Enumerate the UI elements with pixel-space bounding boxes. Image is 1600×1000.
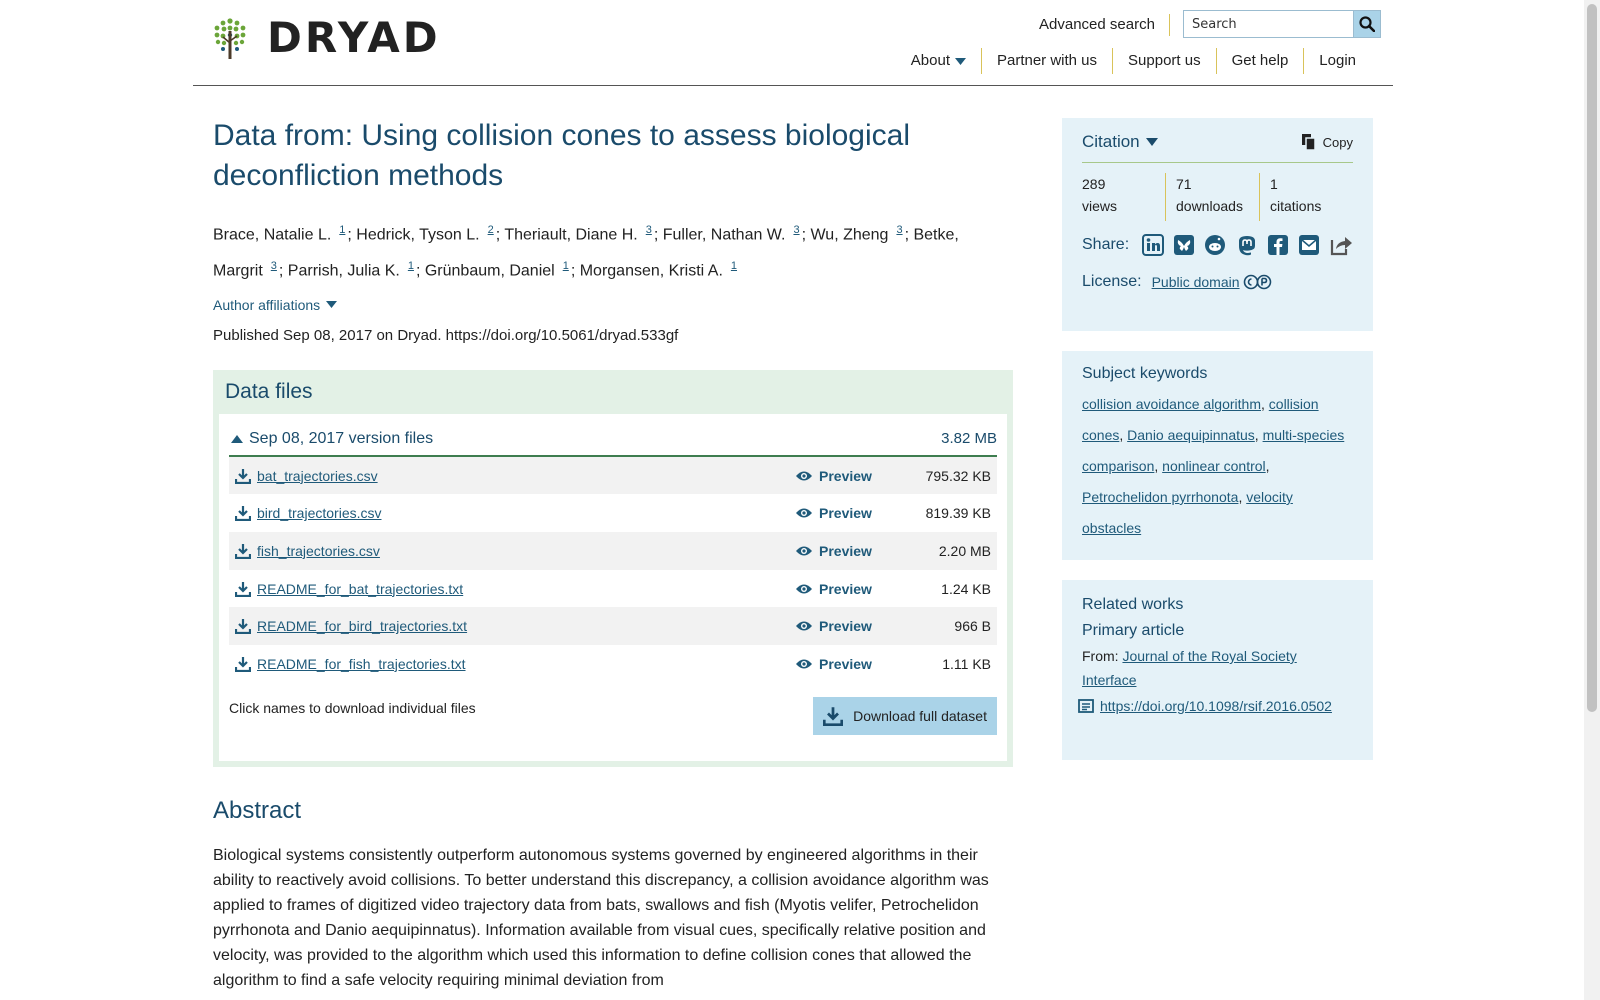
scrollbar-thumb[interactable] — [1587, 4, 1597, 712]
file-name-link[interactable]: bird_trajectories.csv — [257, 505, 382, 522]
related-heading: Related works — [1082, 596, 1184, 613]
files-footer — [229, 697, 997, 735]
download-icon — [235, 505, 251, 521]
keyword-link[interactable]: Petrochelidon pyrrhonota — [1082, 489, 1239, 505]
file-download[interactable] — [235, 581, 795, 597]
copy-icon — [1301, 133, 1317, 151]
page-title: Data from: Using collision cones to assess biological deconfliction methods — [213, 119, 910, 192]
affiliation-ref[interactable]: 1 — [339, 224, 346, 236]
author: Wu, Zheng — [810, 226, 889, 244]
download-full-dataset-button[interactable] — [813, 697, 997, 735]
related-source — [1082, 644, 1353, 692]
version-label: Sep 08, 2017 version files — [249, 429, 434, 447]
file-name-link[interactable]: fish_trajectories.csv — [257, 542, 380, 559]
file-download[interactable] — [235, 468, 795, 484]
metric-views — [1082, 173, 1165, 221]
download-icon — [235, 468, 251, 484]
article-icon — [1078, 699, 1094, 713]
facebook-icon[interactable] — [1266, 233, 1289, 257]
publication-info: Published Sep 08, 2017 on Dryad. https://doi.org/10.5061/dryad.533gf — [213, 326, 679, 344]
preview-label: Preview — [819, 580, 872, 597]
file-row — [229, 570, 997, 608]
license-link[interactable]: Public domain — [1151, 274, 1240, 290]
search-input[interactable] — [1183, 10, 1353, 38]
reddit-icon[interactable] — [1204, 233, 1227, 257]
affiliation-ref[interactable]: 3 — [645, 224, 652, 236]
file-download[interactable] — [235, 543, 795, 559]
main-nav — [896, 48, 1371, 74]
file-size: 795.32 KB — [925, 467, 991, 484]
search-box — [1183, 10, 1381, 38]
logo-text: DRYAD — [267, 13, 441, 62]
preview-button[interactable] — [795, 505, 895, 521]
share-label: Share: — [1082, 236, 1130, 253]
abstract-heading: Abstract — [213, 796, 302, 824]
version-toggle[interactable] — [231, 430, 433, 448]
preview-label: Preview — [819, 505, 872, 522]
metric-label: views — [1082, 198, 1118, 214]
keyword-link[interactable]: Danio aequipinnatus — [1127, 427, 1255, 443]
metric-value: 1 — [1270, 176, 1278, 192]
primary-article-heading: Primary article — [1082, 622, 1185, 639]
preview-button[interactable] — [795, 581, 895, 597]
citation-panel — [1062, 118, 1373, 331]
nav-partner[interactable]: Partner with us — [981, 48, 1112, 74]
keyword-link[interactable]: collision cones — [1082, 396, 1319, 443]
affiliation-ref[interactable]: 1 — [562, 260, 569, 273]
file-size: 2.20 MB — [938, 542, 991, 559]
bluesky-icon[interactable] — [1172, 233, 1195, 257]
download-full-dataset-label: Download full dataset — [853, 707, 987, 724]
related-works-panel — [1062, 580, 1373, 760]
author: Theriault, Diane H. — [504, 226, 638, 244]
metrics — [1082, 163, 1353, 221]
related-doi — [1078, 694, 1353, 718]
author: Fuller, Nathan W. — [662, 226, 786, 244]
eye-icon — [795, 583, 813, 595]
author: Parrish, Julia K. — [287, 262, 400, 280]
copy-citation-button[interactable] — [1301, 133, 1353, 151]
eye-icon — [795, 545, 813, 557]
download-icon — [235, 543, 251, 559]
nav-help[interactable]: Get help — [1216, 48, 1304, 74]
caret-down-icon — [955, 58, 966, 65]
author-list: Brace, Natalie L. $^1$ ; Hedrick, Tyson L. $^2$ ; Theriault, Diane H. $^3$ ; Fuller, Nathan W. $^3$ ; Wu, Zheng $^3$ ; Betke, Margrit $^3$ ; Parrish, Julia K. $^1$ ; Grünbaum, Daniel $^1$ ; Morgansen, Kristi A. $^1$ — [213, 224, 959, 280]
affiliation-ref[interactable]: 3 — [270, 260, 277, 273]
preview-button[interactable] — [795, 543, 895, 559]
page-scrollbar[interactable] — [1584, 0, 1600, 1000]
keywords-panel — [1062, 351, 1373, 560]
metric-label: downloads — [1176, 198, 1243, 214]
citation-title: Citation — [1082, 132, 1140, 151]
metric-citations — [1259, 173, 1353, 221]
preview-label: Preview — [819, 542, 872, 559]
caret-down-icon — [1146, 138, 1158, 146]
doi-link[interactable]: https://doi.org/10.1098/rsif.2016.0502 — [1100, 698, 1332, 714]
file-name-link[interactable]: README_for_fish_trajectories.txt — [257, 655, 466, 672]
file-download[interactable] — [235, 618, 795, 634]
metric-value: 71 — [1176, 176, 1192, 192]
download-icon — [235, 618, 251, 634]
file-name-link[interactable]: README_for_bird_trajectories.txt — [257, 618, 468, 635]
file-name-link[interactable]: README_for_bat_trajectories.txt — [257, 580, 464, 597]
affiliation-ref[interactable]: 1 — [407, 260, 414, 273]
nav-support[interactable]: Support us — [1112, 48, 1216, 74]
citation-toggle[interactable] — [1082, 132, 1158, 152]
file-row — [229, 607, 997, 645]
author: Morgansen, Kristi A. — [579, 262, 723, 280]
keywords-heading: Subject keywords — [1082, 365, 1208, 382]
affiliation-ref[interactable]: 1 — [730, 260, 738, 273]
data-files-heading: Data files — [225, 379, 313, 403]
site-header — [193, 0, 1393, 86]
journal-link[interactable]: Journal of the Royal Society Interface — [1082, 648, 1297, 688]
tree-icon — [213, 17, 247, 59]
affiliation-ref[interactable]: 3 — [793, 224, 800, 236]
eye-icon — [795, 470, 813, 482]
license-label: License: — [1082, 273, 1142, 290]
license-row — [1082, 273, 1353, 291]
file-size: 966 B — [954, 618, 991, 635]
eye-icon — [795, 658, 813, 670]
share-row — [1082, 233, 1353, 257]
keywords-list: collision avoidance algorithm, collision cones, Danio aequipinnatus, multi-species comparison, nonlinear control, Petrochelidon pyrrhonota, velocity obstacles — [1082, 396, 1345, 536]
keyword-link[interactable]: nonlinear control — [1162, 458, 1266, 474]
preview-button[interactable] — [795, 618, 895, 634]
mastodon-icon[interactable] — [1235, 233, 1258, 257]
author: Grünbaum, Daniel — [424, 262, 555, 280]
file-name-link[interactable]: bat_trajectories.csv — [257, 467, 378, 484]
author-affiliations-label: Author affiliations — [213, 296, 321, 313]
file-row — [229, 494, 997, 532]
data-files-panel — [213, 370, 1013, 767]
eye-icon — [795, 507, 813, 519]
nav-login[interactable]: Login — [1303, 48, 1371, 74]
preview-button[interactable] — [795, 468, 895, 484]
file-size: 1.11 KB — [942, 655, 991, 672]
author-affiliations-toggle[interactable] — [213, 297, 1013, 313]
affiliation-ref[interactable]: 3 — [896, 224, 903, 236]
file-row — [229, 645, 997, 683]
search-button[interactable] — [1353, 10, 1381, 38]
caret-up-icon — [231, 435, 243, 443]
keyword-link[interactable]: velocity obstacles — [1082, 489, 1293, 536]
main-content — [213, 116, 1013, 993]
version-header — [229, 426, 997, 457]
keyword-link[interactable]: multi-species comparison — [1082, 427, 1345, 474]
keyword-link[interactable]: collision avoidance algorithm — [1082, 396, 1261, 412]
download-hint: Click names to download individual files — [229, 699, 476, 716]
file-size: 1.24 KB — [941, 580, 991, 597]
abstract-text: Biological systems consistently outperform autonomous systems governed by engineered algorithms in their ability to reactively avoid collisions. To better understand this discrepancy, a collision avoidance algorithm was applied to frames of digitized video trajectory data from bats, swallows and fish (Myotis velifer, Petrochelidon pyrrhonota and Danio aequipinnatus). Information available from visual cues, specifically relative position and velocity, was provided to the algorithm which used this information to define collision cones that allowed the algorithm to find a safe velocity requiring minimal deviation from — [213, 846, 989, 989]
metric-label: citations — [1270, 198, 1322, 214]
metric-value: 289 — [1082, 176, 1106, 192]
copy-label: Copy — [1322, 134, 1353, 150]
version-size: 3.82 MB — [941, 430, 997, 448]
file-download[interactable] — [235, 656, 795, 672]
download-icon — [823, 706, 843, 726]
author: Brace, Natalie L. — [213, 226, 332, 244]
metric-downloads — [1165, 173, 1259, 221]
file-row — [229, 457, 997, 495]
dryad-logo[interactable] — [213, 13, 441, 62]
file-row — [229, 532, 997, 570]
search-icon — [1359, 16, 1375, 32]
from-label: From: — [1082, 648, 1119, 664]
nav-about[interactable] — [896, 48, 981, 74]
preview-label: Preview — [819, 618, 872, 635]
email-icon[interactable] — [1298, 233, 1321, 257]
share-icon[interactable] — [1329, 233, 1353, 257]
linkedin-icon[interactable] — [1141, 233, 1164, 257]
public-domain-icon — [1243, 274, 1273, 290]
files-list-container — [219, 414, 1007, 761]
citation-header — [1082, 118, 1353, 163]
author: Betke, Margrit — [213, 226, 959, 280]
caret-down-icon — [326, 301, 337, 308]
download-icon — [235, 656, 251, 672]
preview-button[interactable] — [795, 656, 895, 672]
preview-label: Preview — [819, 467, 872, 484]
file-download[interactable] — [235, 505, 795, 521]
download-icon — [235, 581, 251, 597]
author: Hedrick, Tyson L. — [356, 226, 480, 244]
advanced-search-link[interactable]: Advanced search — [1039, 14, 1170, 36]
preview-label: Preview — [819, 655, 872, 672]
file-size: 819.39 KB — [925, 505, 991, 522]
affiliation-ref[interactable]: 2 — [487, 224, 494, 236]
eye-icon — [795, 620, 813, 632]
nav-about-label: About — [910, 52, 950, 69]
